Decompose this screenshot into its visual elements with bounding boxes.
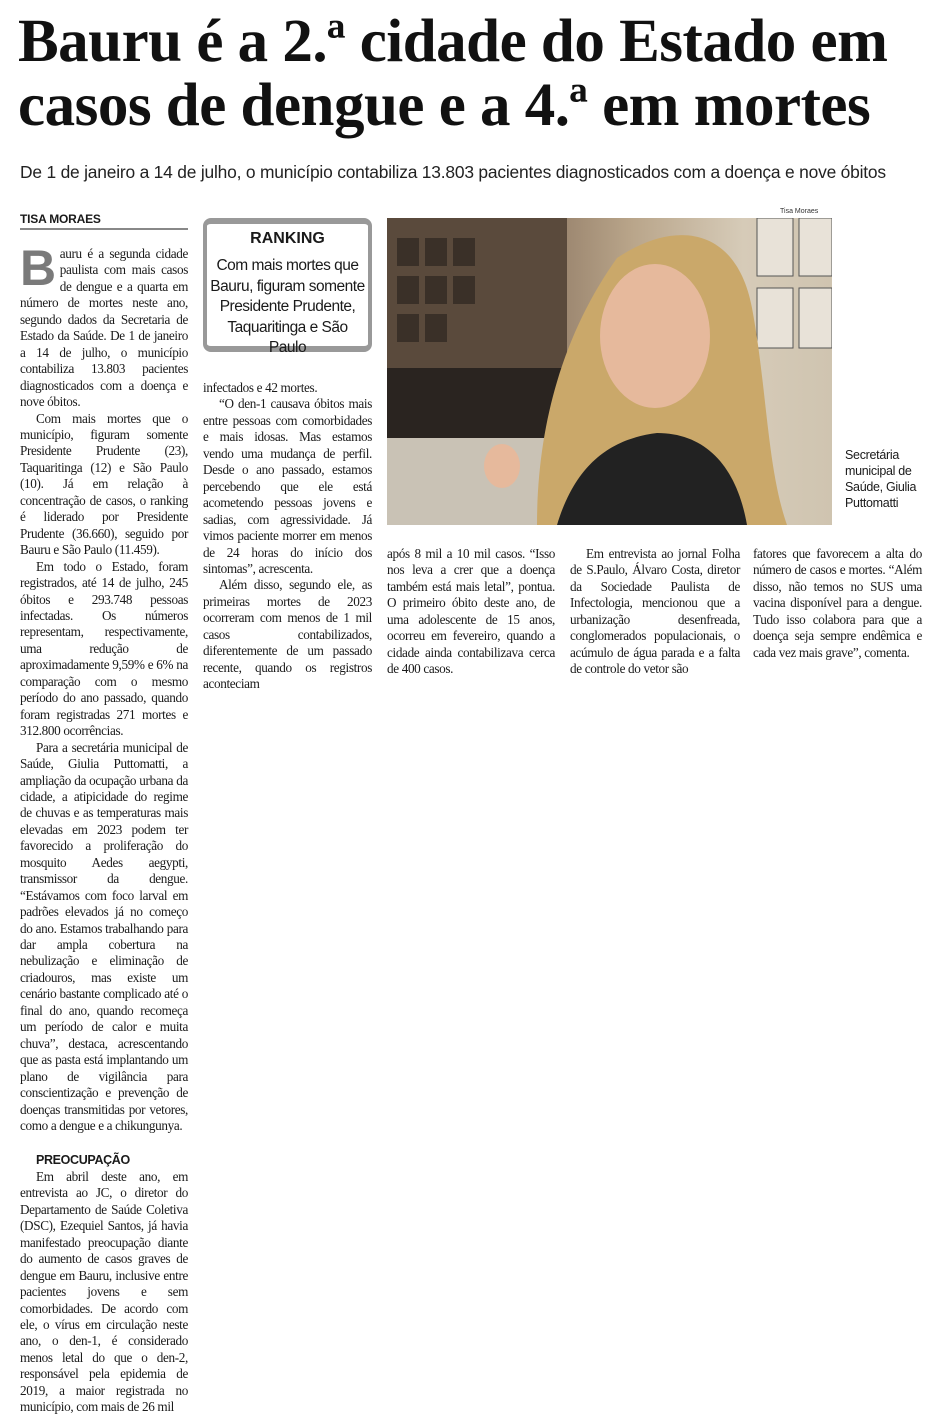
- paragraph: Em entrevista ao jornal Folha de S.Paulo, Álvaro Costa, diretor da Sociedade Paulista de Infectologia, mencionou que a urbanização desenfreada, conglomerados populacionais, o acúmulo de água parada e a falta de controle do vetor são: [570, 546, 740, 677]
- article-column-4: [570, 546, 740, 678]
- subtitle: De 1 de janeiro a 14 de julho, o município contabiliza 13.803 pacientes diagnosticados com a doença e nove óbitos: [20, 162, 886, 182]
- paragraph: após 8 mil a 10 mil casos. “Isso nos leva a crer que a doença também está mais letal”, pontua. O primeiro óbito deste ano, de uma adolescente de 15 anos, ocorreu em fevereiro, quando a cidade ainda contabilizava cerca de 400 casos.: [387, 546, 555, 677]
- ranking-callout: [203, 218, 372, 356]
- byline: TISA MORAES: [20, 212, 188, 230]
- article-column-1: [20, 240, 188, 1416]
- headline: Bauru é a 2.ª cidade do Estado em casos de dengue e a 4.ª em mortes: [18, 8, 888, 139]
- ranking-body: Com mais mortes que Bauru, figuram somente Presidente Prudente, Taquaritinga e São Paulo: [210, 257, 365, 356]
- paragraph: Além disso, segundo ele, as primeiras mortes de 2023 ocorreram com menos de 1 mil casos contabilizados, diferentemente de um passado recente, quando os registros aconteciam: [203, 577, 372, 692]
- photo-credit: Tisa Moraes: [780, 208, 819, 215]
- paragraph: Em abril deste ano, em entrevista ao JC, o diretor do Departamento de Saúde Coletiva (DSC), Ezequiel Santos, já havia manifestado preocupação diante do aumento de casos graves de dengue em Bauru, inclusive entre pacientes jovens e sem comorbidades. De acordo com ele, o vírus em circulação neste ano, o den-1, é considerado menos letal do que o den-2, responsável pela epidemia de 2019, a maior registrada no município, com mais de 26 mil: [20, 1168, 188, 1415]
- paragraph: Em todo o Estado, foram registrados, até 14 de julho, 245 óbitos e 293.748 pessoas infectadas. Os números representam, respectivamente, uma redução de aproximadamente 9,59% e 6% na comparação com o mesmo período do ano passado, quando foram registradas 271 mortes e 312.800 ocorrências.: [20, 558, 188, 739]
- article-column-2: [203, 380, 372, 693]
- ranking-title: RANKING: [250, 230, 325, 247]
- paragraph: fatores que favorecem a alta do número de casos e mortes. “Além disso, não temos no SUS uma vacina disponível para a dengue. Tudo isso colabora para que a doença seja sempre endêmica e cada vez mais grave”, comenta.: [753, 546, 922, 660]
- drop-cap: B: [20, 240, 56, 296]
- subheading: PREOCUPAÇÃO: [36, 1153, 130, 1168]
- article-column-3: [387, 546, 555, 678]
- article-column-5: [753, 546, 922, 661]
- paragraph: Para a secretária municipal de Saúde, Giulia Puttomatti, a ampliação da ocupação urbana da cidade, a atipicidade do regime de chuvas e as temperaturas mais elevadas em 2023 podem ter favorecido a proliferação do mosquito Aedes aegypti, transmissor da dengue. “Estávamos com foco larval em padrões elevados já no começo do ano. Estamos trabalhando para dar ampla cobertura na nebulização e eliminação de criadouros, mas existe um cenário bastante complicado até o final do ano, quando recomeça um período de calor e muita chuva”, destaca, acrescentando que as pasta está implantando um plano de vigilância para conscientização e prevenção de doenças transmitidas por vetores, como a dengue e a chikungunya.: [20, 739, 188, 1134]
- paragraph: [20, 240, 188, 411]
- paragraph: Com mais mortes que o município, figuram somente Presidente Prudente (23), Taquaritinga (12) e São Paulo (10). Já em relação à concentração de casos, o ranking é liderado por Presidente Prudente (36.660), seguido por Bauru e São Paulo (11.459).: [20, 410, 188, 558]
- photo-illustration: [387, 218, 832, 525]
- paragraph: infectados e 42 mortes.: [203, 380, 318, 395]
- article-photo: [387, 218, 832, 525]
- paragraph: “O den-1 causava óbitos mais entre pessoas com comorbidades e mais idosas. Mas estamos vendo uma mudança de perfil. Desde o ano passado, estamos percebendo que ele está acometendo pessoas jovens e sadias, com agressividade. Já vimos paciente morrer em menos de 24 horas do início dos sintomas”, acrescenta.: [203, 396, 372, 576]
- photo-caption: Secretária municipal de Saúde, Giulia Puttomatti: [845, 448, 917, 510]
- paragraph-text: auru é a segunda cidade paulista com mais casos de dengue e a quarta em número de mortes neste ano, segundo dados da Secretaria de Estado da Saúde. De 1 de janeiro a 14 de julho, o município contabiliza 13.803 pacientes diagnosticados com a doença e nove óbitos.: [20, 246, 188, 410]
